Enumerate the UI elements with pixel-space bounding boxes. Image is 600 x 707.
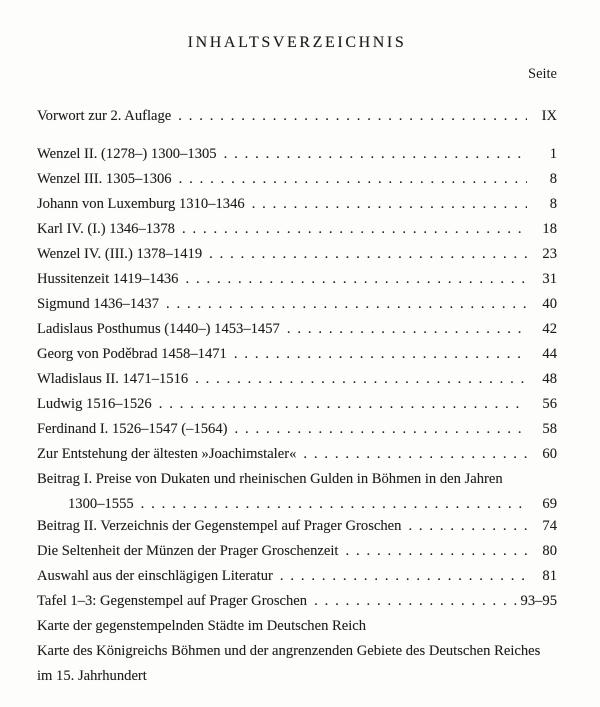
toc-entry	[37, 296, 557, 321]
toc-entry	[37, 271, 557, 296]
toc-entry-label: Karl IV. (I.) 1346–1378	[37, 221, 175, 237]
toc-entry-label: Ladislaus Posthumus (1440–) 1453–1457	[37, 321, 280, 337]
toc-entry-page: IX	[541, 108, 557, 124]
toc-entry-label: Ferdinand I. 1526–1547 (–1564)	[37, 421, 228, 437]
toc-entry-page: 42	[542, 321, 557, 337]
page-column-header: Seite	[528, 66, 557, 82]
toc-entry-label: Vorwort zur 2. Auflage	[37, 108, 172, 124]
toc-entry-label: 1300–1555	[68, 496, 134, 512]
toc-entry-page: 40	[542, 296, 557, 312]
dot-leader	[141, 496, 527, 513]
toc-entry-label: Hussitenzeit 1419–1436	[37, 271, 179, 287]
toc-entry-label: Ludwig 1516–1526	[37, 396, 152, 412]
toc-entry-page: 31	[542, 271, 557, 287]
dot-leader	[179, 171, 527, 188]
dot-leader	[408, 518, 527, 535]
toc-entry-label: Die Seltenheit der Münzen der Prager Groschenzeit	[37, 543, 339, 559]
dot-leader	[178, 108, 527, 125]
page-title: INHALTSVERZEICHNIS	[187, 34, 407, 51]
toc-entry-label: Wladislaus II. 1471–1516	[37, 371, 189, 387]
toc-entry-label: Tafel 1–3: Gegenstempel auf Prager Groschen	[37, 593, 308, 609]
dot-leader	[252, 196, 527, 213]
toc-entry-label: Beitrag II. Verzeichnis der Gegenstempel auf Prager Groschen	[37, 518, 402, 534]
dot-leader	[280, 568, 527, 585]
toc-entry	[37, 108, 557, 133]
toc-entry-page: 81	[542, 568, 557, 584]
toc-entry	[37, 246, 557, 271]
toc-entry	[37, 446, 557, 471]
toc-entry-page: 1	[549, 146, 557, 162]
toc-entry	[37, 221, 557, 246]
toc-entry	[37, 346, 557, 371]
toc-entry-page: 18	[542, 221, 557, 237]
toc-entry-label: Zur Entstehung der ältesten »Joachimstaler«	[37, 446, 297, 462]
toc-entry-label: Karte des Königreichs Böhmen und der angrenzenden Gebiete des Deutschen Reiches	[37, 643, 541, 659]
toc-entry-label: Karte der gegenstempelnden Städte im Deutschen Reich	[37, 618, 367, 634]
toc-entry	[37, 643, 557, 668]
toc-entry-page: 8	[549, 171, 557, 187]
toc-entry	[37, 593, 557, 618]
toc-entry-page: 48	[542, 371, 557, 387]
toc-entry	[37, 518, 557, 543]
toc-entry-label: Sigmund 1436–1437	[37, 296, 160, 312]
toc-entry-page: 93–95	[520, 593, 557, 609]
toc-entry-label: Beitrag I. Preise von Dukaten und rheinischen Gulden in Böhmen in den Jahren	[37, 471, 503, 487]
toc-entry-label: Wenzel III. 1305–1306	[37, 171, 172, 187]
toc-entry-page: 60	[542, 446, 557, 462]
toc-entry-page: 69	[542, 496, 557, 512]
toc-entry-label: Georg von Poděbrad 1458–1471	[37, 346, 227, 362]
toc-entry	[37, 618, 557, 643]
toc-entry-label: Wenzel IV. (III.) 1378–1419	[37, 246, 203, 262]
dot-leader	[166, 296, 527, 313]
toc-entry	[37, 668, 557, 690]
toc-entry-page: 58	[542, 421, 557, 437]
dot-leader	[185, 271, 527, 288]
toc-entry	[37, 496, 557, 518]
dot-leader	[234, 346, 527, 363]
toc-entry	[37, 421, 557, 446]
toc-entry-label: Auswahl aus der einschlägigen Literatur	[37, 568, 273, 584]
dot-leader	[159, 396, 527, 413]
dot-leader	[224, 146, 527, 163]
toc-entry	[37, 171, 557, 196]
toc-list	[37, 108, 557, 690]
toc-entry-page: 56	[542, 396, 557, 412]
toc-entry-label: Johann von Luxemburg 1310–1346	[37, 196, 245, 212]
toc-entry	[37, 396, 557, 421]
toc-entry-page: 80	[542, 543, 557, 559]
toc-entry	[37, 371, 557, 396]
toc-entry-label: Wenzel II. (1278–) 1300–1305	[37, 146, 217, 162]
dot-leader	[209, 246, 527, 263]
section-spacer	[37, 133, 557, 146]
toc-entry-page: 23	[542, 246, 557, 262]
dot-leader	[314, 593, 516, 610]
dot-leader	[287, 321, 527, 338]
toc-entry	[37, 471, 557, 496]
toc-entry-page: 8	[549, 196, 557, 212]
dot-leader	[303, 446, 527, 463]
dot-leader	[195, 371, 527, 388]
toc-entry-page: 74	[542, 518, 557, 534]
dot-leader	[346, 543, 528, 560]
toc-entry-page: 44	[542, 346, 557, 362]
toc-entry	[37, 196, 557, 221]
dot-leader	[182, 221, 527, 238]
toc-entry	[37, 146, 557, 171]
toc-entry	[37, 321, 557, 346]
toc-entry	[37, 568, 557, 593]
toc-entry	[37, 543, 557, 568]
dot-leader	[235, 421, 527, 438]
toc-entry-label: im 15. Jahrhundert	[37, 668, 147, 684]
